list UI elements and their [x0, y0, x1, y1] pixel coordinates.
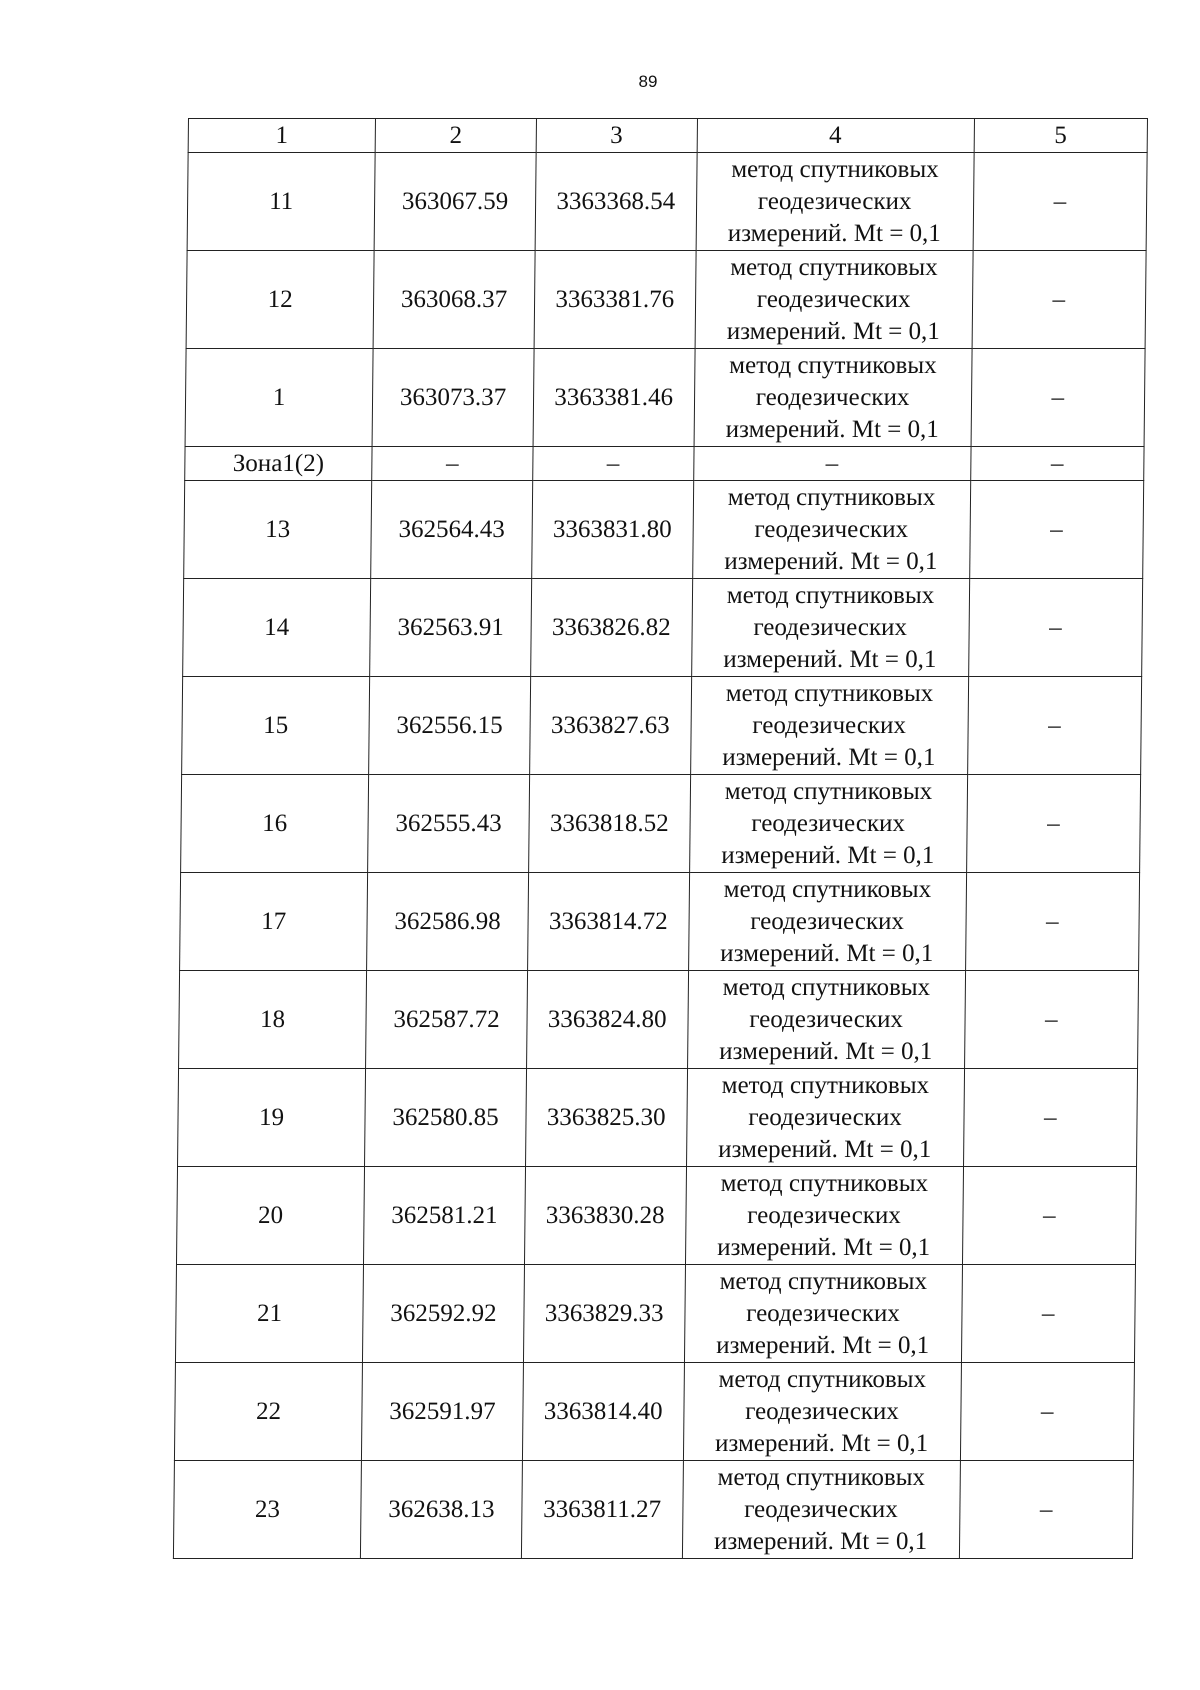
header-cell: 5: [974, 119, 1148, 153]
method-cell: [691, 579, 969, 677]
method-line: метод спутниковых: [725, 679, 934, 707]
x-coordinate-cell: 362564.43: [371, 481, 533, 579]
x-coordinate-cell: 362586.98: [367, 873, 529, 971]
table-row: [180, 873, 1140, 971]
method-line: измерений. Mt = 0,1: [713, 1527, 928, 1555]
method-line: геодезических: [756, 285, 911, 313]
header-cell: 4: [697, 119, 974, 153]
x-coordinate-cell: 362563.91: [370, 579, 532, 677]
method-line: геодезических: [746, 1299, 900, 1327]
method-line: геодезических: [751, 809, 906, 837]
method-line: измерений. Mt = 0,1: [720, 939, 934, 967]
method-line: метод спутниковых: [723, 875, 932, 903]
x-coordinate-cell: 362555.43: [368, 775, 530, 873]
column5-cell: –: [966, 775, 1140, 873]
table-row: [174, 1363, 1134, 1461]
y-coordinate-cell: 3363829.33: [523, 1265, 685, 1363]
header-cell: 3: [536, 119, 697, 153]
method-cell: [685, 1167, 963, 1265]
header-cell: 1: [188, 119, 375, 153]
coordinates-table: [173, 118, 1148, 1559]
point-number-cell: 19: [178, 1069, 366, 1167]
method-line: метод спутниковых: [729, 351, 937, 379]
column5-cell: –: [960, 1363, 1134, 1461]
column5-cell: –: [967, 677, 1141, 775]
method-line: метод спутниковых: [719, 1267, 928, 1295]
point-number-cell: 18: [179, 971, 367, 1069]
method-cell: [696, 153, 974, 251]
x-coordinate-cell: 362591.97: [362, 1363, 524, 1461]
x-coordinate-cell: 362581.21: [364, 1167, 526, 1265]
y-coordinate-cell: 3363825.30: [525, 1069, 687, 1167]
method-cell: [695, 251, 973, 349]
method-line: метод спутниковых: [721, 1071, 930, 1099]
table-row: [179, 971, 1139, 1069]
method-line: метод спутниковых: [724, 777, 933, 805]
method-line: измерений. Mt = 0,1: [726, 317, 941, 345]
y-coordinate-cell: 3363831.80: [532, 481, 694, 579]
method-line: геодезических: [752, 711, 907, 739]
zone-row: [185, 447, 1144, 481]
table-header-row: [188, 119, 1147, 153]
table-row: [181, 775, 1141, 873]
method-line: метод спутниковых: [720, 1169, 929, 1197]
zone-cell: –: [372, 447, 533, 481]
y-coordinate-cell: 3363818.52: [528, 775, 690, 873]
method-cell: [694, 349, 972, 447]
x-coordinate-cell: 362556.15: [369, 677, 531, 775]
method-line: измерений. Mt = 0,1: [717, 1233, 931, 1261]
zone-cell: –: [970, 447, 1144, 481]
method-line: геодезических: [748, 1103, 903, 1131]
method-cell: [682, 1461, 960, 1559]
method-line: измерений. Mt = 0,1: [721, 841, 935, 869]
column5-cell: –: [964, 971, 1138, 1069]
table-row: [178, 1069, 1138, 1167]
column5-cell: –: [971, 349, 1145, 447]
method-cell: [690, 677, 968, 775]
method-line: метод спутниковых: [727, 483, 936, 511]
point-number-cell: 15: [182, 677, 370, 775]
point-number-cell: 14: [183, 579, 371, 677]
method-line: измерений. Mt = 0,1: [727, 219, 942, 247]
table-row: [175, 1265, 1135, 1363]
point-number-cell: 23: [173, 1461, 361, 1559]
method-line: метод спутниковых: [730, 253, 938, 281]
x-coordinate-cell: 362587.72: [366, 971, 528, 1069]
x-coordinate-cell: 362638.13: [361, 1461, 523, 1559]
method-line: геодезических: [745, 1397, 899, 1425]
point-number-cell: 1: [185, 349, 373, 447]
y-coordinate-cell: 3363830.28: [524, 1167, 686, 1265]
x-coordinate-cell: 363068.37: [373, 251, 535, 349]
x-coordinate-cell: 363067.59: [374, 153, 536, 251]
point-number-cell: 11: [187, 153, 375, 251]
x-coordinate-cell: 362580.85: [365, 1069, 527, 1167]
column5-cell: –: [959, 1461, 1133, 1559]
y-coordinate-cell: 3363814.40: [522, 1363, 684, 1461]
column5-cell: –: [961, 1265, 1135, 1363]
table-row: [184, 481, 1144, 579]
y-coordinate-cell: 3363827.63: [529, 677, 691, 775]
point-number-cell: 22: [174, 1363, 362, 1461]
method-line: геодезических: [750, 907, 905, 935]
table-row: [182, 677, 1142, 775]
y-coordinate-cell: 3363814.72: [527, 873, 689, 971]
method-cell: [692, 481, 970, 579]
method-line: метод спутниковых: [722, 973, 931, 1001]
point-number-cell: 21: [175, 1265, 363, 1363]
zone-cell: –: [533, 447, 694, 481]
method-cell: [686, 1069, 964, 1167]
point-number-cell: 17: [180, 873, 368, 971]
method-line: метод спутниковых: [718, 1365, 927, 1393]
y-coordinate-cell: 3363368.54: [535, 153, 697, 251]
method-line: геодезических: [744, 1495, 898, 1523]
column5-cell: –: [962, 1167, 1136, 1265]
point-number-cell: 20: [176, 1167, 364, 1265]
method-line: измерений. Mt = 0,1: [725, 415, 939, 443]
y-coordinate-cell: 3363381.46: [533, 349, 695, 447]
method-line: метод спутниковых: [731, 155, 939, 183]
point-number-cell: 16: [181, 775, 369, 873]
method-cell: [687, 971, 965, 1069]
zone-label-cell: Зона1(2): [185, 447, 372, 481]
x-coordinate-cell: 362592.92: [363, 1265, 525, 1363]
table-row: [173, 1461, 1133, 1559]
method-line: измерений. Mt = 0,1: [714, 1429, 929, 1457]
method-line: геодезических: [755, 383, 910, 411]
column5-cell: –: [968, 579, 1142, 677]
method-line: геодезических: [754, 515, 909, 543]
x-coordinate-cell: 363073.37: [372, 349, 534, 447]
table-row: [185, 349, 1145, 447]
zone-cell: –: [693, 447, 970, 481]
table-row: [187, 153, 1147, 251]
method-line: геодезических: [757, 187, 912, 215]
page-number: 89: [638, 72, 658, 91]
table-row: [186, 251, 1146, 349]
column5-cell: –: [963, 1069, 1137, 1167]
method-line: метод спутниковых: [726, 581, 935, 609]
method-cell: [689, 775, 967, 873]
method-line: измерений. Mt = 0,1: [722, 743, 936, 771]
method-cell: [684, 1265, 962, 1363]
header-cell: 2: [375, 119, 536, 153]
method-line: геодезических: [747, 1201, 901, 1229]
method-line: измерений. Mt = 0,1: [719, 1037, 933, 1065]
column5-cell: –: [972, 251, 1146, 349]
y-coordinate-cell: 3363824.80: [526, 971, 688, 1069]
y-coordinate-cell: 3363381.76: [534, 251, 696, 349]
y-coordinate-cell: 3363826.82: [530, 579, 692, 677]
column5-cell: –: [965, 873, 1139, 971]
method-line: измерений. Mt = 0,1: [724, 547, 938, 575]
method-line: геодезических: [749, 1005, 904, 1033]
table-row: [176, 1167, 1136, 1265]
column5-cell: –: [969, 481, 1143, 579]
method-line: измерений. Mt = 0,1: [718, 1135, 932, 1163]
method-cell: [683, 1363, 961, 1461]
method-cell: [688, 873, 966, 971]
point-number-cell: 12: [186, 251, 374, 349]
point-number-cell: 13: [184, 481, 372, 579]
method-line: измерений. Mt = 0,1: [723, 645, 937, 673]
column5-cell: –: [973, 153, 1147, 251]
y-coordinate-cell: 3363811.27: [521, 1461, 683, 1559]
method-line: метод спутниковых: [717, 1463, 926, 1491]
table-row: [183, 579, 1143, 677]
method-line: геодезических: [753, 613, 908, 641]
method-line: измерений. Mt = 0,1: [716, 1331, 930, 1359]
